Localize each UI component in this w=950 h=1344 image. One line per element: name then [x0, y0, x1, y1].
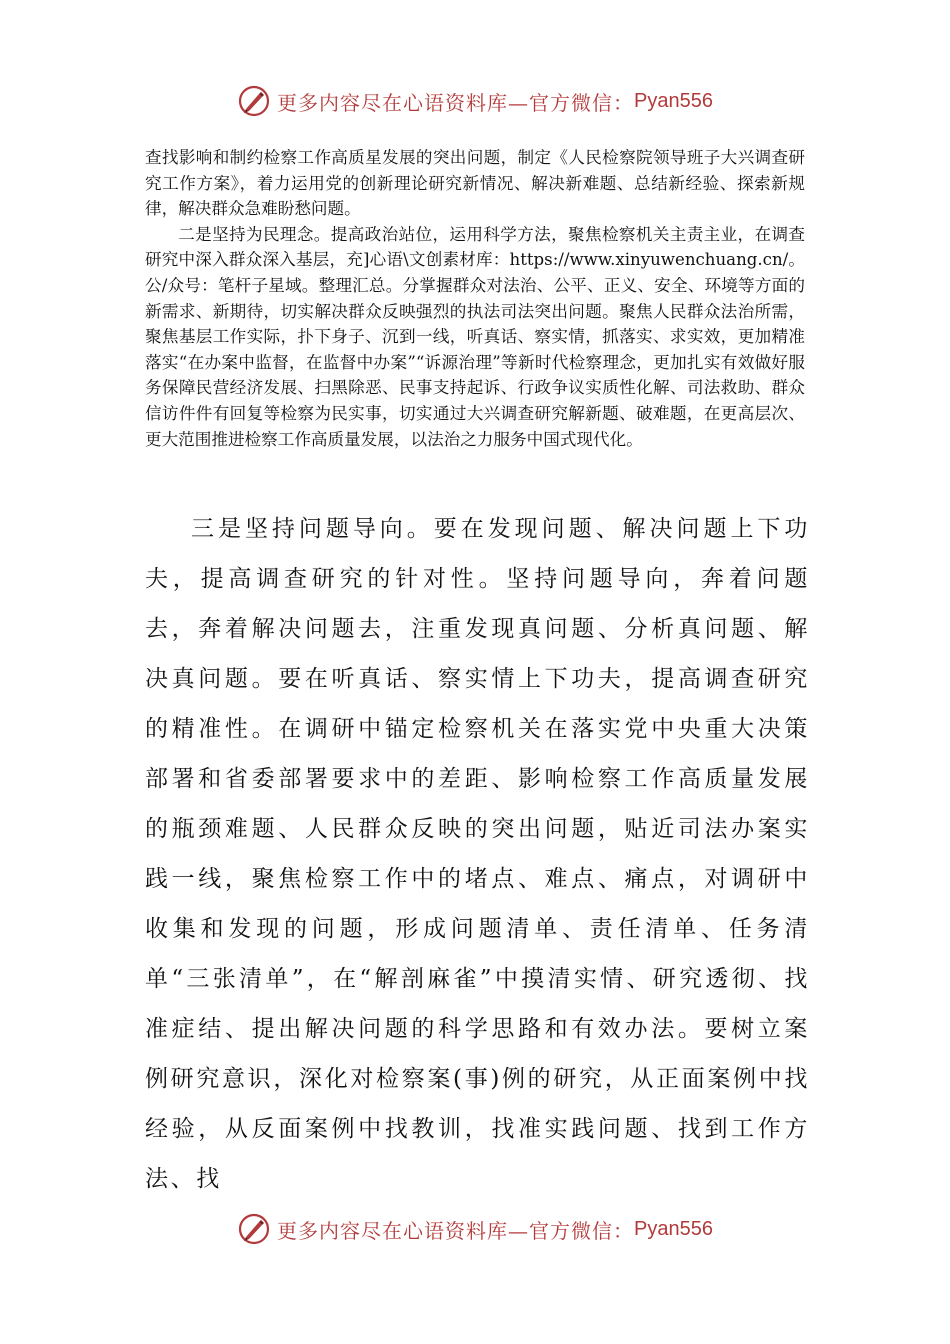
watermark-text: 更多内容尽在心语资料库—官方微信：: [277, 90, 635, 115]
watermark-text: 更多内容尽在心语资料库—官方微信：: [277, 1218, 635, 1243]
pen-logo-icon: [237, 84, 271, 118]
watermark-wechat-id: Pyan556: [634, 89, 713, 112]
paragraph-3: 三是坚持问题导向。要在发现问题、解决问题上下功夫，提高调查研究的针对性。坚持问题导向，奔着问题去，奔着解决问题去，注重发现真问题、分析真问题、解决真问题。要在听真话、察实情上下功夫，提高调查研究的精准性。在调研中锚定检察机关在落实党中央重大决策部署和省委部署要求中的差距、影响检察工作高质量发展的瓶颈难题、人民群众反映的突出问题，贴近司法办案实践一线，聚焦检察工作中的堵点、难点、痛点，对调研中收集和发现的问题，形成问题清单、责任清单、任务清单“三张清单”，在“解剖麻雀”中摸清实情、研究透彻、找准症结、提出解决问题的科学思路和有效办法。要树立案例研究意识，深化对检察案(事)例的研究，从正面案例中找经验，从反面案例中找教训，找准实践问题、找到工作方法、找: [145, 516, 810, 1192]
paragraph-1-continued: 查找影响和制约检察工作高质星发展的突出问题，制定《人民检察院领导班子大兴调查研究工作方案》，着力运用党的创新理论研究新情况、解决新难题、总结新经验、探索新规律，解决群众急难盼愁问题。: [145, 148, 805, 219]
paragraph-2: 二是坚持为民理念。提高政治站位，运用科学方法，聚焦检察机关主责主业，在调查研究中深入群众深入基层，充]心语\文创素材库：https://www.xinyuwenchuang.cn/。公/众号：笔杆子星域。整理汇总。分掌握群众对法治、公平、正义、安全、环境等方面的新需求、新期待，切实解决群众反映强烈的执法司法突出问题。聚焦人民群众法治所需，聚焦基层工作实际，扑下身子、沉到一线，听真话、察实情，抓落实、求实效，更加精准落实“在办案中监督，在监督中办案”“诉源治理”等新时代检察理念，更加扎实有效做好服务保障民营经济发展、扫黑除恶、民事支持起诉、行政争议实质性化解、司法救助、群众信访件件有回复等检察为民实事，切实通过大兴调查研究解新题、破难题，在更高层次、更大范围推进检察工作高质量发展，以法治之力服务中国式现代化。: [145, 224, 805, 449]
large-text-block: [145, 504, 810, 1204]
watermark-wechat-id: Pyan556: [634, 1217, 713, 1240]
watermark-footer: [0, 1212, 950, 1246]
small-text-block: [145, 145, 805, 452]
pen-logo-icon: [237, 1212, 271, 1246]
watermark-header: [0, 84, 950, 118]
